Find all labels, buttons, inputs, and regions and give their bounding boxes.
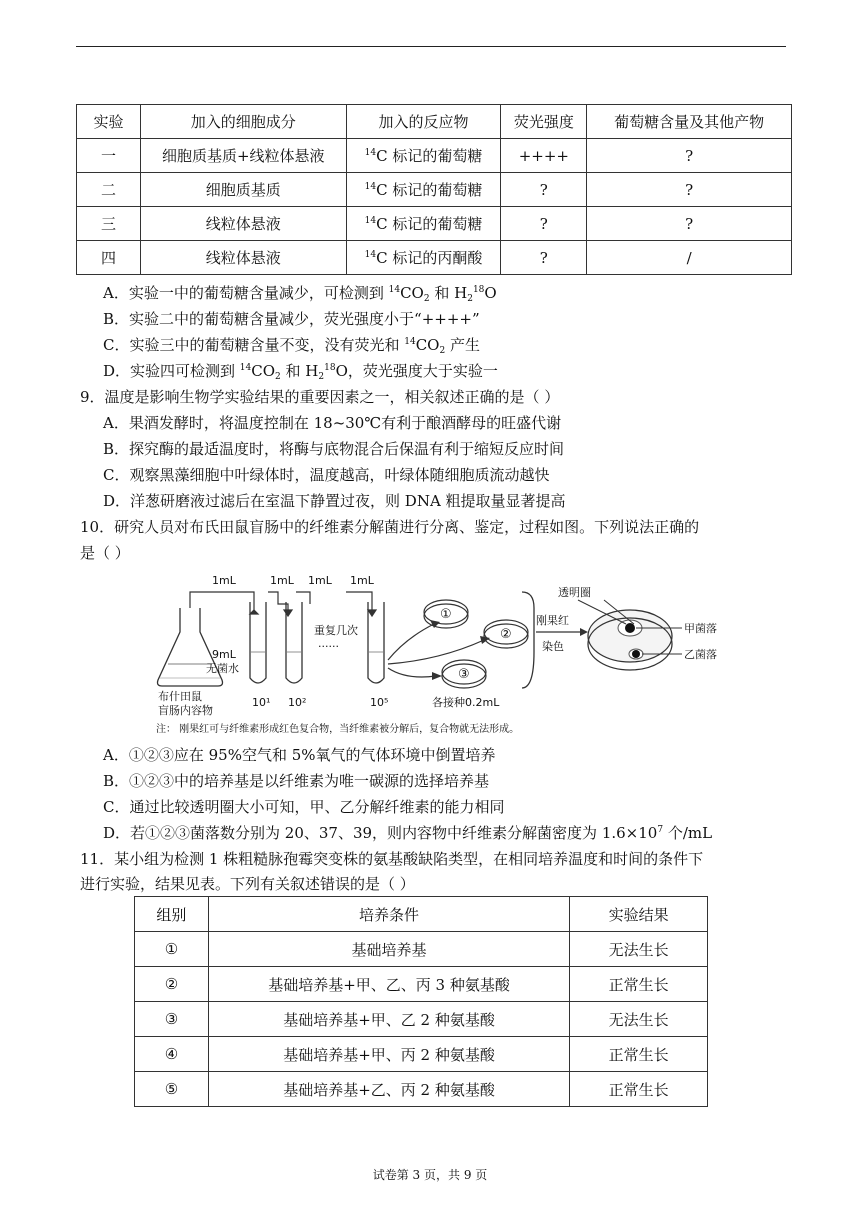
cell: ⑤ [135, 1072, 209, 1107]
dilution-label: 10² [288, 696, 307, 709]
header-cell: 加入的反应物 [346, 105, 501, 139]
cell: 一 [77, 139, 141, 173]
cell: 基础培养基+甲、丙 2 种氨基酸 [208, 1037, 569, 1072]
transfer-label: 1mL [308, 574, 332, 587]
q8-option-d: D．实验四可检测到 $^{14}CO_2$ 和 $H_2^{18}O$，荧光强度大于实验一 [103, 362, 498, 382]
water-label: 无菌水 [206, 662, 239, 675]
table-row [77, 207, 792, 241]
mutant-table [134, 896, 708, 1107]
q9-stem: 9．温度是影响生物学实验结果的重要因素之一，相关叙述正确的是（ ） [80, 388, 560, 406]
cell: ② [135, 967, 209, 1002]
dilution-label: 10¹ [252, 696, 271, 709]
cell: 二 [77, 173, 141, 207]
cell: $^{14}$C 标记的葡萄糖 [346, 207, 501, 241]
cell: 基础培养基+甲、乙、丙 3 种氨基酸 [208, 967, 569, 1002]
repeat-label: 重复几次 [314, 624, 358, 637]
q10-option-d: D．若①②③菌落数分别为 20、37、39，则内容物中纤维素分解菌密度为 $1.6\times 10^7$ 个/mL [103, 824, 713, 842]
cell: ③ [135, 1002, 209, 1037]
table-row [135, 1037, 708, 1072]
stain-label: 刚果红 [536, 614, 569, 627]
q8-option-b: B．实验二中的葡萄糖含量减少，荧光强度小于“++++” [103, 310, 480, 328]
q10-stem-line2: 是（ ） [80, 544, 130, 562]
colony-b-label: 乙菌落 [684, 648, 717, 661]
cell: 无法生长 [570, 932, 708, 967]
table-row [135, 932, 708, 967]
cell: ④ [135, 1037, 209, 1072]
page-footer: 试卷第 3 页，共 9 页 [372, 1168, 488, 1182]
cell: $^{14}$C 标记的葡萄糖 [346, 173, 501, 207]
repeat-dots: ······ [318, 640, 339, 653]
q8-option-c: C．实验三中的葡萄糖含量不变，没有荧光和 $^{14}CO_2$ 产生 [103, 336, 480, 356]
cell: / [587, 241, 792, 275]
cell: ++++ [501, 139, 587, 173]
cell: 线粒体悬液 [140, 241, 346, 275]
q10-option-c: C．通过比较透明圈大小可知，甲、乙分解纤维素的能力相同 [103, 798, 505, 816]
cell: ? [587, 139, 792, 173]
header-cell: 实验结果 [570, 897, 708, 932]
cell: ? [501, 241, 587, 275]
table-row [77, 173, 792, 207]
experiment-figure [150, 568, 750, 740]
inoculation-label: 各接种0.2mL [432, 696, 500, 709]
cell: 基础培养基+乙、丙 2 种氨基酸 [208, 1072, 569, 1107]
source-label: 布什田鼠 [158, 690, 202, 703]
table-header-row [77, 105, 792, 139]
cell: 基础培养基 [208, 932, 569, 967]
experiment-table [76, 104, 792, 275]
cell: 正常生长 [570, 967, 708, 1002]
cell: $^{14}$C 标记的葡萄糖 [346, 139, 501, 173]
q10-option-b: B．①②③中的培养基是以纤维素为唯一碳源的选择培养基 [103, 772, 490, 790]
cell: $^{14}$C 标记的丙酮酸 [346, 241, 501, 275]
cell: 基础培养基+甲、乙 2 种氨基酸 [208, 1002, 569, 1037]
plate-label: ③ [458, 667, 470, 682]
source-label: 盲肠内容物 [158, 704, 213, 717]
cell: ? [501, 173, 587, 207]
cell: ? [587, 207, 792, 241]
dilution-label: 10⁵ [370, 696, 389, 709]
stain-label: 染色 [542, 640, 564, 653]
table-row [135, 1002, 708, 1037]
cell: 细胞质基质+线粒体悬液 [140, 139, 346, 173]
cell: 正常生长 [570, 1037, 708, 1072]
header-cell: 培养条件 [208, 897, 569, 932]
water-volume-label: 9mL [212, 648, 236, 661]
q9-option-c: C．观察黑藻细胞中叶绿体时，温度越高，叶绿体随细胞质流动越快 [103, 466, 550, 484]
plate-label: ① [440, 607, 452, 622]
cell: 四 [77, 241, 141, 275]
cell: 三 [77, 207, 141, 241]
header-cell: 加入的细胞成分 [140, 105, 346, 139]
plate-label: ② [500, 627, 512, 642]
cell: ? [501, 207, 587, 241]
table-row [77, 139, 792, 173]
q10-stem-line1: 10．研究人员对布氏田鼠盲肠中的纤维素分解菌进行分离、鉴定，过程如图。下列说法正确的 [80, 518, 700, 536]
header-cell: 葡萄糖含量及其他产物 [587, 105, 792, 139]
table-row [135, 967, 708, 1002]
cell: ① [135, 932, 209, 967]
q9-option-d: D．洋葱研磨液过滤后在室温下静置过夜，则 DNA 粗提取量显著提高 [103, 492, 566, 510]
header-rule [76, 46, 786, 47]
transfer-label: 1mL [270, 574, 294, 587]
q9-option-b: B．探究酶的最适温度时，将酶与底物混合后保温有利于缩短反应时间 [103, 440, 565, 458]
table-header-row [135, 897, 708, 932]
header-cell: 荧光强度 [501, 105, 587, 139]
q8-option-a: A．实验一中的葡萄糖含量减少，可检测到 $^{14}CO_2$ 和 $H_2^{18}O$ [103, 284, 497, 304]
cell: 线粒体悬液 [140, 207, 346, 241]
cell: 细胞质基质 [140, 173, 346, 207]
transfer-label: 1mL [212, 574, 236, 587]
q11-stem-line2: 进行实验，结果见表。下列有关叙述错误的是（ ） [80, 875, 415, 893]
figure-note: 注： 刚果红可与纤维素形成红色复合物，当纤维素被分解后，复合物就无法形成。 [156, 724, 520, 735]
cell: 正常生长 [570, 1072, 708, 1107]
cell: 无法生长 [570, 1002, 708, 1037]
table-row [135, 1072, 708, 1107]
header-cell: 组别 [135, 897, 209, 932]
cell: ? [587, 173, 792, 207]
transfer-label: 1mL [350, 574, 374, 587]
halo-label: 透明圈 [558, 586, 591, 599]
q11-stem-line1: 11．某小组为检测 1 株粗糙脉孢霉突变株的氨基酸缺陷类型，在相同培养温度和时间的条件下 [80, 850, 704, 868]
header-cell: 实验 [77, 105, 141, 139]
table-row [77, 241, 792, 275]
q10-option-a: A．①②③应在 95%空气和 5%氧气的气体环境中倒置培养 [103, 746, 496, 764]
stained-petri-dish-icon [588, 610, 672, 670]
colony-a-label: 甲菌落 [684, 622, 717, 635]
q9-option-a: A．果酒发酵时，将温度控制在 18~30℃有利于酿酒酵母的旺盛代谢 [103, 414, 562, 432]
